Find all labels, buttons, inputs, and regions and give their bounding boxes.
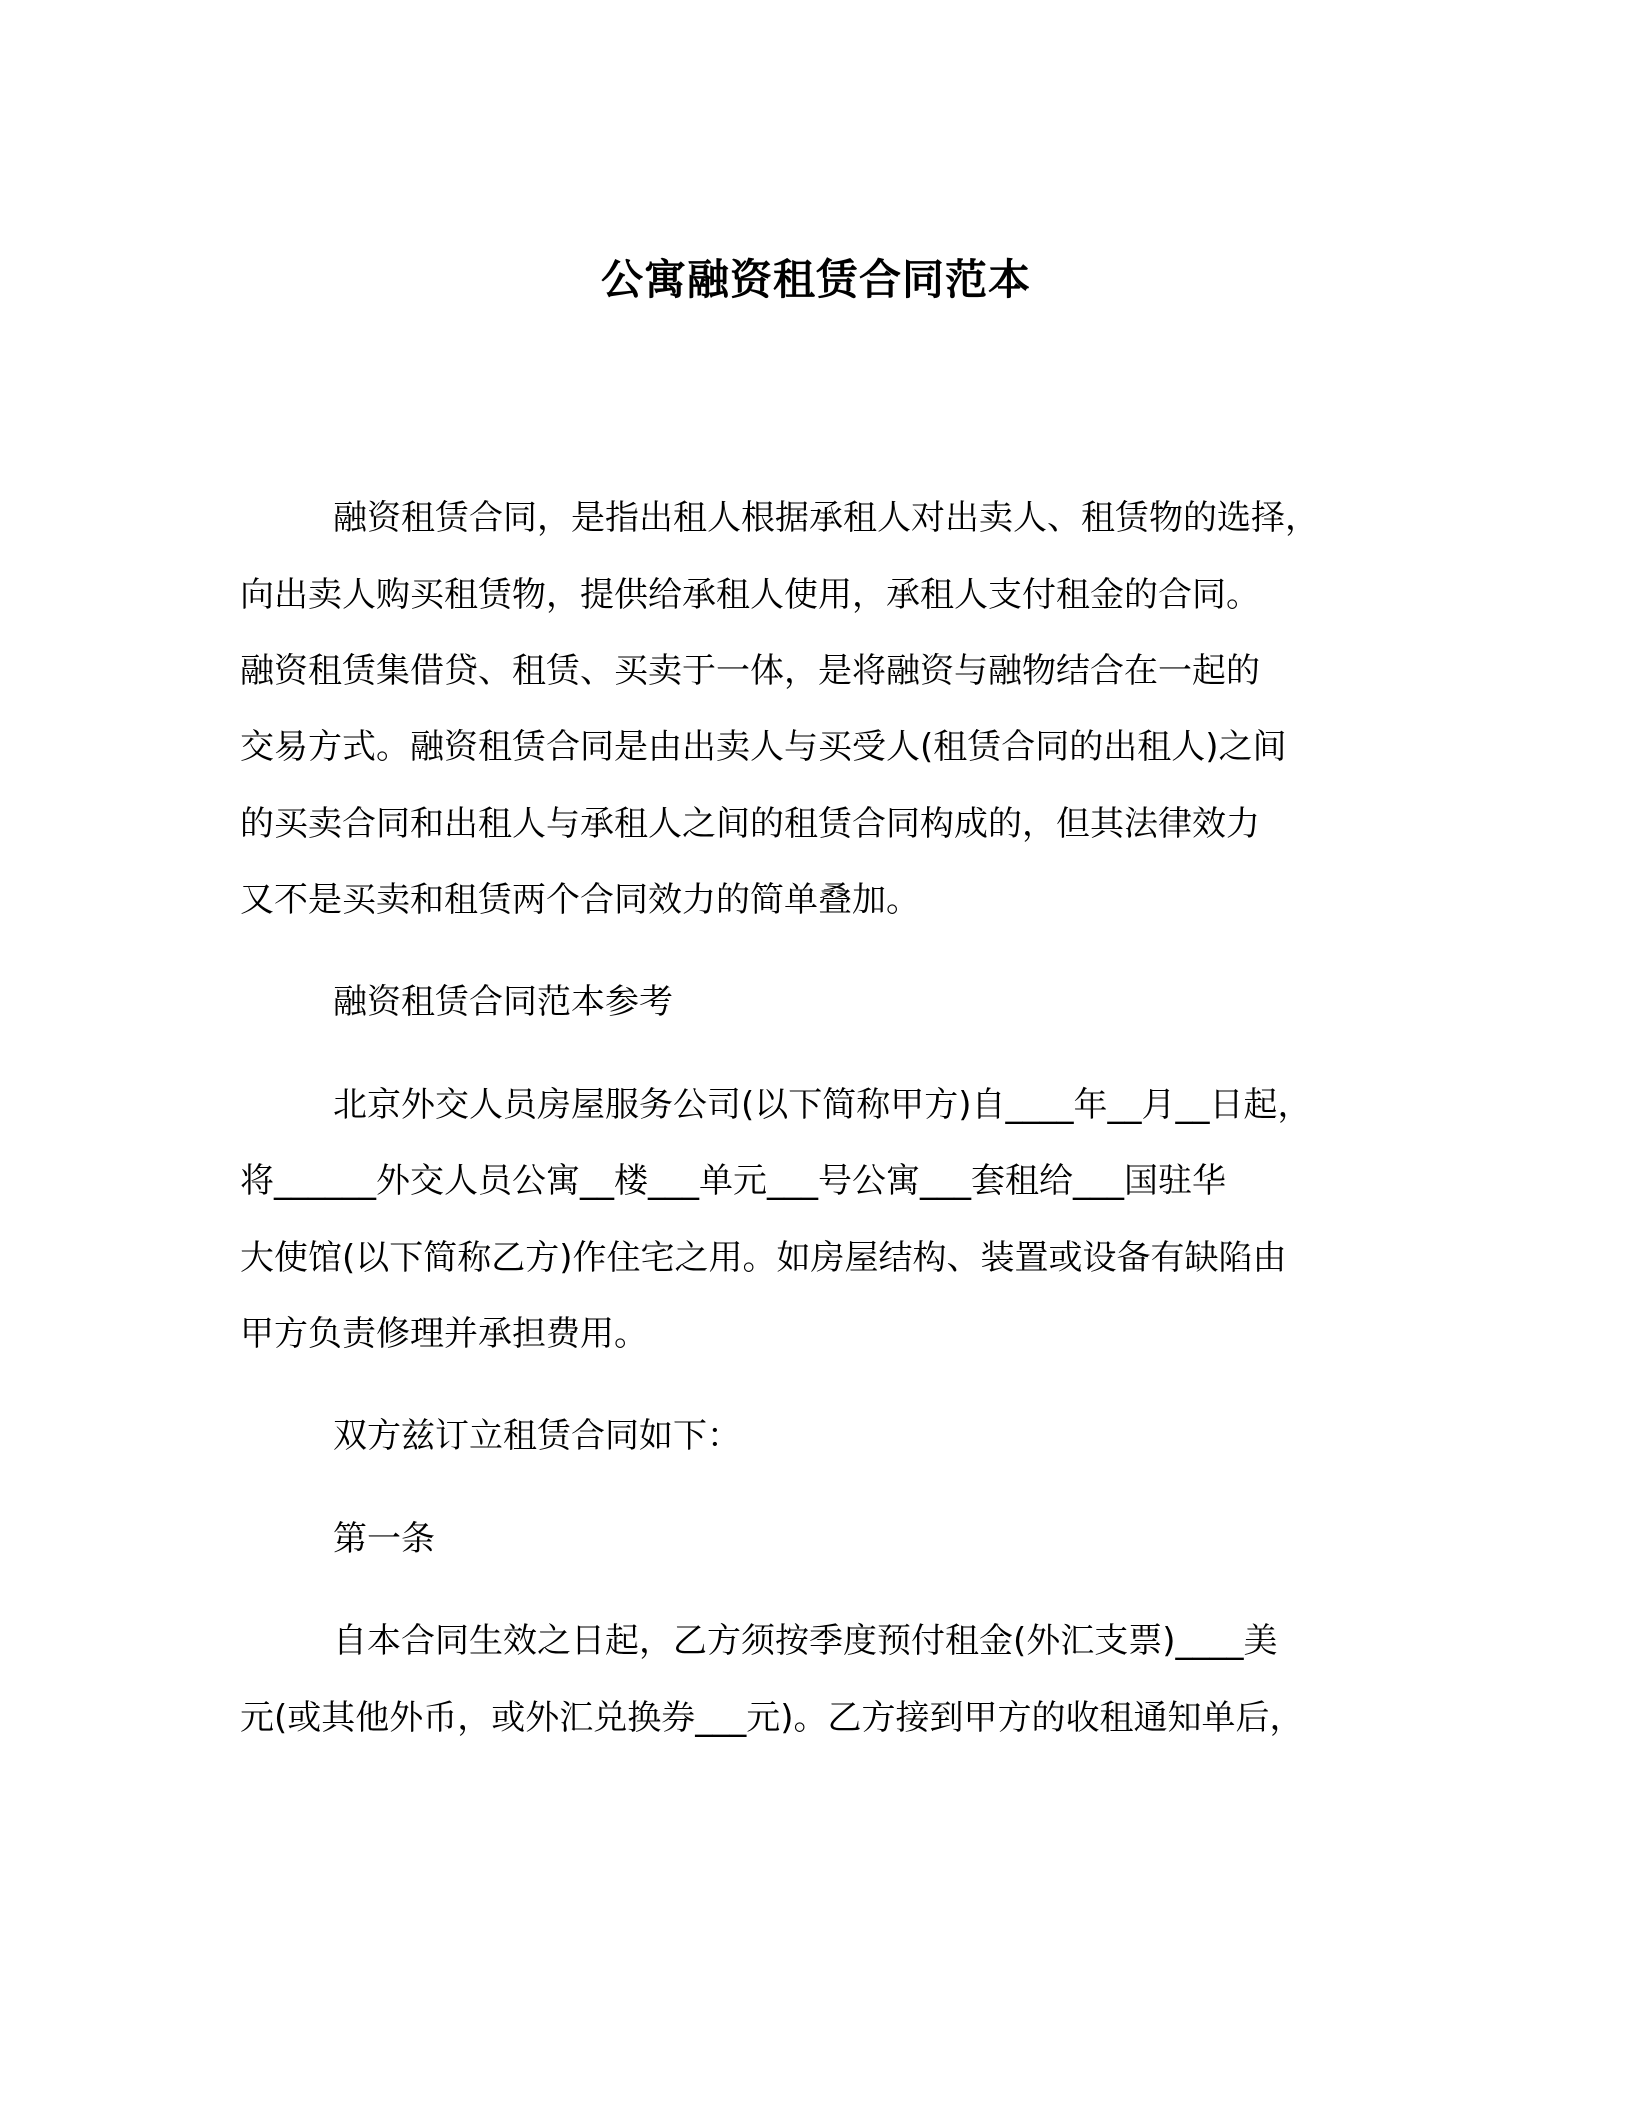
intro-line-3: 融资租赁集借贷、租赁、买卖于一体，是将融资与融物结合在一起的	[240, 651, 1260, 691]
article-one-line-2: 元(或其他外币，或外汇兑换券___元)。乙方接到甲方的收租通知单后，	[240, 1698, 1304, 1738]
intro-line-1: 融资租赁合同，是指出租人根据承租人对出卖人、租赁物的选择，	[333, 498, 1319, 538]
intro-line-2: 向出卖人购买租赁物，提供给承租人使用，承租人支付租金的合同。	[240, 575, 1260, 615]
contract-line-2: 将______外交人员公寓__楼___单元___号公寓___套租给___国驻华	[240, 1161, 1226, 1201]
intro-line-5: 的买卖合同和出租人与承租人之间的租赁合同构成的，但其法律效力	[240, 804, 1260, 844]
intro-line-4: 交易方式。融资租赁合同是由出卖人与买受人(租赁合同的出租人)之间	[240, 727, 1287, 767]
intro-line-6: 又不是买卖和租赁两个合同效力的简单叠加。	[240, 880, 920, 920]
document-title: 公寓融资租赁合同范本	[600, 255, 1031, 305]
contract-line-4: 甲方负责修理并承担费用。	[240, 1314, 648, 1354]
agreement-intro: 双方兹订立租赁合同如下：	[333, 1416, 741, 1456]
sample-heading: 融资租赁合同范本参考	[333, 982, 673, 1022]
contract-line-1: 北京外交人员房屋服务公司(以下简称甲方)自____年__月__日起，	[333, 1085, 1312, 1125]
contract-line-3: 大使馆(以下简称乙方)作住宅之用。如房屋结构、装置或设备有缺陷由	[240, 1238, 1287, 1278]
article-one-heading: 第一条	[333, 1519, 435, 1559]
article-one-line-1: 自本合同生效之日起，乙方须按季度预付租金(外汇支票)____美	[333, 1621, 1278, 1661]
